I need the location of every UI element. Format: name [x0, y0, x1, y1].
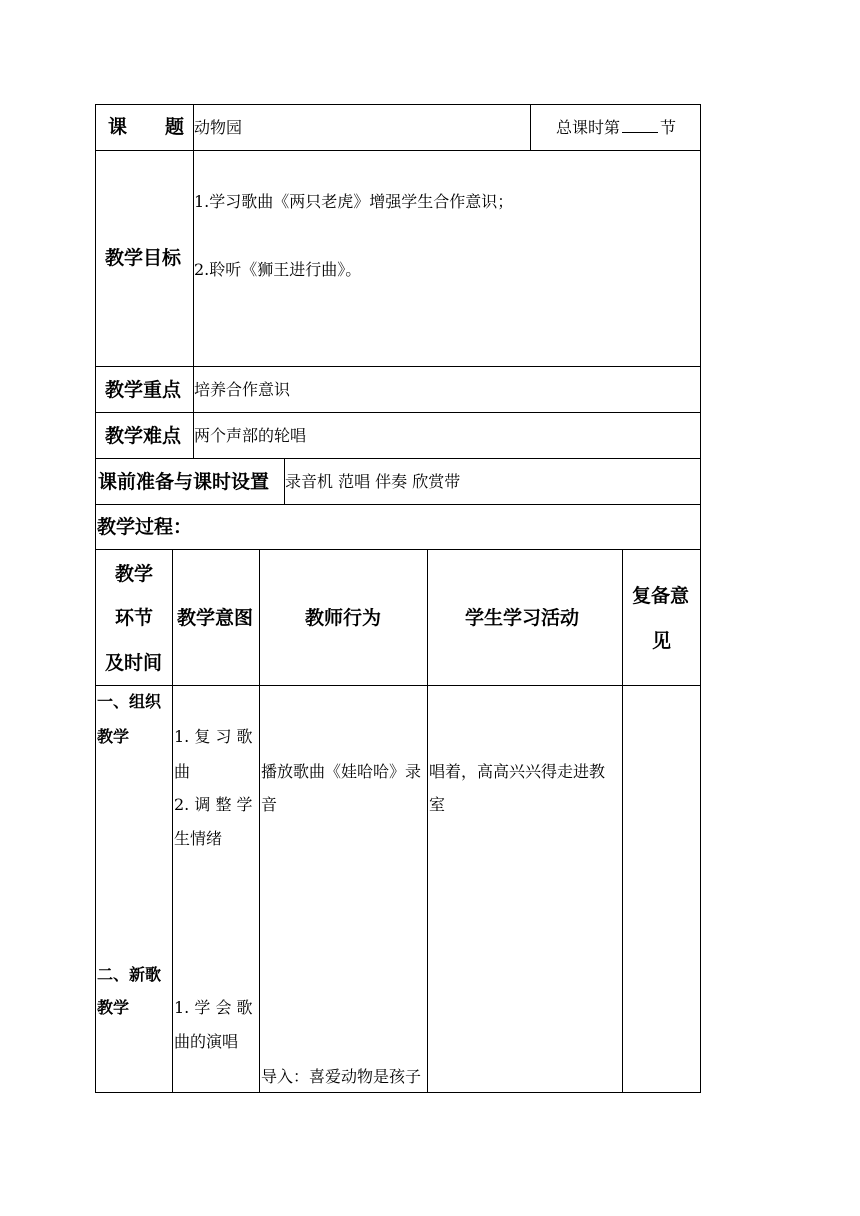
row-divider [95, 458, 701, 459]
section-title: 二、新歌 [97, 965, 162, 984]
row-divider [95, 504, 701, 505]
col-header-student: 学生学习活动 [465, 607, 580, 629]
col-divider [259, 549, 260, 1093]
table-border-right [700, 104, 701, 1093]
topic-value: 动物园 [194, 118, 243, 137]
col-header-section: 教学 [115, 563, 154, 585]
table-border-left [95, 104, 96, 1093]
total-periods [556, 118, 676, 138]
col-header-section: 环节 [115, 607, 154, 629]
intent-line: 曲的演唱 [174, 1032, 239, 1051]
topic-label: 课 题 [108, 116, 185, 138]
row-divider [95, 549, 701, 550]
row-divider [95, 150, 701, 151]
section-title: 教学 [97, 727, 130, 746]
col-divider [622, 549, 623, 1093]
col-header-section: 及时间 [105, 652, 163, 674]
total-periods-prefix: 总课时第 [556, 118, 621, 137]
col-divider [193, 104, 194, 458]
objective-item: 2.聆听《狮王进行曲》。 [194, 260, 362, 279]
row-divider [95, 412, 701, 413]
student-line: 室 [429, 795, 446, 814]
section-title: 一、组织 [97, 692, 162, 711]
total-periods-suffix: 节 [660, 118, 677, 137]
col-divider [427, 549, 428, 1093]
period-number-blank [622, 118, 658, 133]
teacher-line: 导入：喜爱动物是孩子 [261, 1067, 422, 1086]
intent-line: 生情绪 [174, 829, 223, 848]
intent-line: 1. 学 会 歌 [174, 998, 253, 1017]
difficulties-label: 教学难点 [105, 425, 182, 447]
teacher-line: 音 [261, 795, 278, 814]
col-header-teacher: 教师行为 [305, 607, 382, 629]
row-divider [95, 685, 701, 686]
col-divider [530, 104, 531, 150]
intent-line: 2. 调 整 学 [174, 795, 253, 814]
preparation-value: 录音机 范唱 伴奏 欣赏带 [285, 472, 461, 491]
col-divider [172, 549, 173, 1093]
objective-item: 1.学习歌曲《两只老虎》增强学生合作意识； [194, 192, 514, 211]
student-line: 唱着，高高兴兴得走进教 [429, 762, 606, 781]
preparation-label: 课前准备与课时设置 [98, 471, 270, 493]
intent-line: 1. 复 习 歌 [174, 727, 253, 746]
section-title: 教学 [97, 998, 130, 1017]
row-divider [95, 366, 701, 367]
table-border-bottom [95, 1092, 701, 1093]
intent-line: 曲 [174, 762, 191, 781]
key-points-label: 教学重点 [105, 379, 182, 401]
table-border-top [95, 104, 701, 105]
difficulties-value: 两个声部的轮唱 [194, 426, 307, 445]
process-label: 教学过程： [97, 516, 193, 538]
teacher-line: 播放歌曲《娃哈哈》录 [261, 762, 422, 781]
col-header-review: 见 [652, 630, 672, 652]
objectives-label: 教学目标 [105, 247, 182, 269]
key-points-value: 培养合作意识 [194, 380, 291, 399]
col-header-review: 复备意 [632, 585, 690, 607]
col-header-intent: 教学意图 [177, 607, 254, 629]
